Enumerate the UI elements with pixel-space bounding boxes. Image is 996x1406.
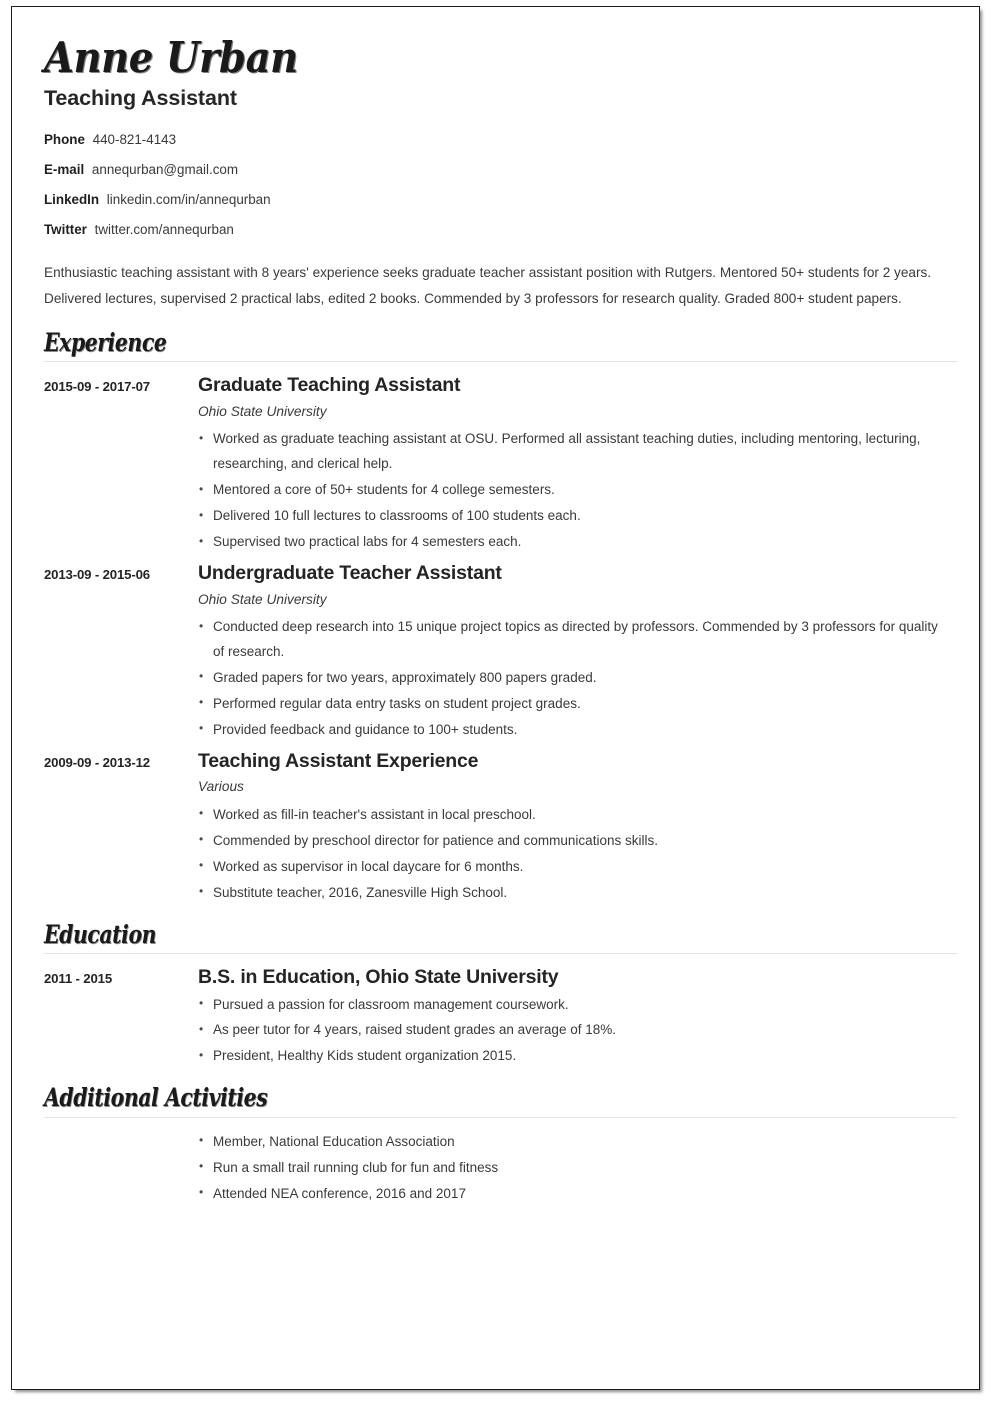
bullet-item: • Conducted deep research into 15 unique project topics as directed by professors. Commended by 3 professors for quality of research. bbox=[198, 615, 945, 665]
entry-bullet-list bbox=[198, 427, 945, 555]
bullet-item: • Worked as supervisor in local daycare for 6 months. bbox=[198, 855, 945, 880]
bullet-item: • Run a small trail running club for fun and fitness bbox=[198, 1156, 945, 1181]
candidate-role-title: Teaching Assistant bbox=[44, 85, 237, 110]
activities-entry bbox=[44, 1130, 955, 1208]
entry-bullet-list bbox=[198, 1130, 945, 1207]
contact-value-email[interactable]: annequrban@gmail.com bbox=[91, 161, 239, 177]
resume-content bbox=[12, 7, 979, 1208]
contact-label: Twitter bbox=[44, 221, 87, 237]
education-entry bbox=[44, 966, 955, 1070]
section-divider bbox=[44, 361, 957, 362]
bullet-item: • As peer tutor for 4 years, raised student grades an average of 18%. bbox=[198, 1018, 945, 1043]
contact-item-email bbox=[44, 163, 955, 176]
entry-date-range bbox=[44, 1130, 198, 1136]
bullet-item: • Substitute teacher, 2016, Zanesville High School. bbox=[198, 881, 945, 906]
entry-date-range: 2015-09 - 2017-07 bbox=[44, 379, 150, 395]
entry-body bbox=[198, 966, 955, 1070]
section-education bbox=[44, 921, 955, 1071]
contact-item-twitter bbox=[44, 223, 955, 236]
experience-entry bbox=[44, 750, 955, 907]
entry-organization: Various bbox=[198, 779, 244, 795]
entry-body bbox=[198, 750, 955, 907]
contact-label: E-mail bbox=[44, 161, 85, 177]
candidate-name: Anne Urban bbox=[44, 33, 298, 82]
entry-date-range: 2013-09 - 2015-06 bbox=[44, 567, 150, 583]
bullet-item: • Worked as graduate teaching assistant at OSU. Performed all assistant teaching duties, including mentoring, lecturing, researching, and clerical help. bbox=[198, 427, 945, 477]
section-divider bbox=[44, 953, 957, 954]
entry-job-title: Graduate Teaching Assistant bbox=[198, 374, 461, 397]
section-divider bbox=[44, 1117, 957, 1118]
bullet-item: • Attended NEA conference, 2016 and 2017 bbox=[198, 1182, 945, 1207]
experience-entry bbox=[44, 562, 955, 744]
entry-organization: Ohio State University bbox=[198, 403, 327, 419]
section-experience bbox=[44, 329, 955, 907]
contact-item-phone bbox=[44, 133, 955, 146]
entry-organization: Ohio State University bbox=[198, 591, 327, 607]
section-heading-education: Education bbox=[44, 919, 157, 949]
entry-body bbox=[198, 562, 955, 744]
contact-label: Phone bbox=[44, 131, 85, 147]
bullet-item: • Worked as fill-in teacher's assistant in local preschool. bbox=[198, 803, 945, 828]
professional-summary: Enthusiastic teaching assistant with 8 years' experience seeks graduate teacher assistant position with Rutgers. Mentored 50+ students for 2 years. Delivered lectures, supervised 2 practical labs, edited 2 books. Commended by 3 professors for research quality. Graded 800+ student papers. bbox=[44, 264, 932, 307]
entry-degree-title: B.S. in Education, Ohio State University bbox=[198, 966, 559, 989]
entry-body bbox=[198, 1130, 955, 1208]
entry-bullet-list bbox=[198, 615, 945, 743]
bullet-item: • Member, National Education Association bbox=[198, 1130, 945, 1155]
bullet-item: • Provided feedback and guidance to 100+ students. bbox=[198, 718, 945, 743]
contact-value-phone: 440-821-4143 bbox=[92, 131, 177, 147]
entry-bullet-list bbox=[198, 803, 945, 906]
bullet-item: • Graded papers for two years, approximately 800 papers graded. bbox=[198, 666, 945, 691]
entry-date-range: 2009-09 - 2013-12 bbox=[44, 754, 150, 770]
contact-value-twitter[interactable]: twitter.com/annequrban bbox=[94, 221, 234, 237]
resume-header bbox=[44, 33, 955, 313]
contact-value-linkedin[interactable]: linkedin.com/in/annequrban bbox=[106, 191, 271, 207]
entry-job-title: Undergraduate Teacher Assistant bbox=[198, 562, 502, 585]
bullet-item: • Commended by preschool director for patience and communications skills. bbox=[198, 829, 945, 854]
section-heading-additional-activities: Additional Activities bbox=[44, 1083, 268, 1113]
experience-entry bbox=[44, 374, 955, 556]
section-additional-activities bbox=[44, 1084, 955, 1207]
bullet-item: • Performed regular data entry tasks on student project grades. bbox=[198, 692, 945, 717]
bullet-item: • Mentored a core of 50+ students for 4 college semesters. bbox=[198, 478, 945, 503]
bullet-item: • Supervised two practical labs for 4 semesters each. bbox=[198, 530, 945, 555]
section-heading-experience: Experience bbox=[44, 327, 167, 357]
contact-label: LinkedIn bbox=[44, 191, 100, 207]
entry-job-title: Teaching Assistant Experience bbox=[198, 749, 479, 772]
bullet-item: • President, Healthy Kids student organization 2015. bbox=[198, 1044, 945, 1069]
resume-sheet bbox=[11, 6, 980, 1390]
contact-item-linkedin bbox=[44, 193, 955, 206]
entry-body bbox=[198, 374, 955, 556]
contact-list bbox=[44, 133, 955, 236]
bullet-item: • Delivered 10 full lectures to classrooms of 100 students each. bbox=[198, 504, 945, 529]
entry-bullet-list bbox=[198, 993, 945, 1070]
entry-date-range: 2011 - 2015 bbox=[44, 971, 113, 987]
bullet-item: • Pursued a passion for classroom management coursework. bbox=[198, 993, 945, 1018]
